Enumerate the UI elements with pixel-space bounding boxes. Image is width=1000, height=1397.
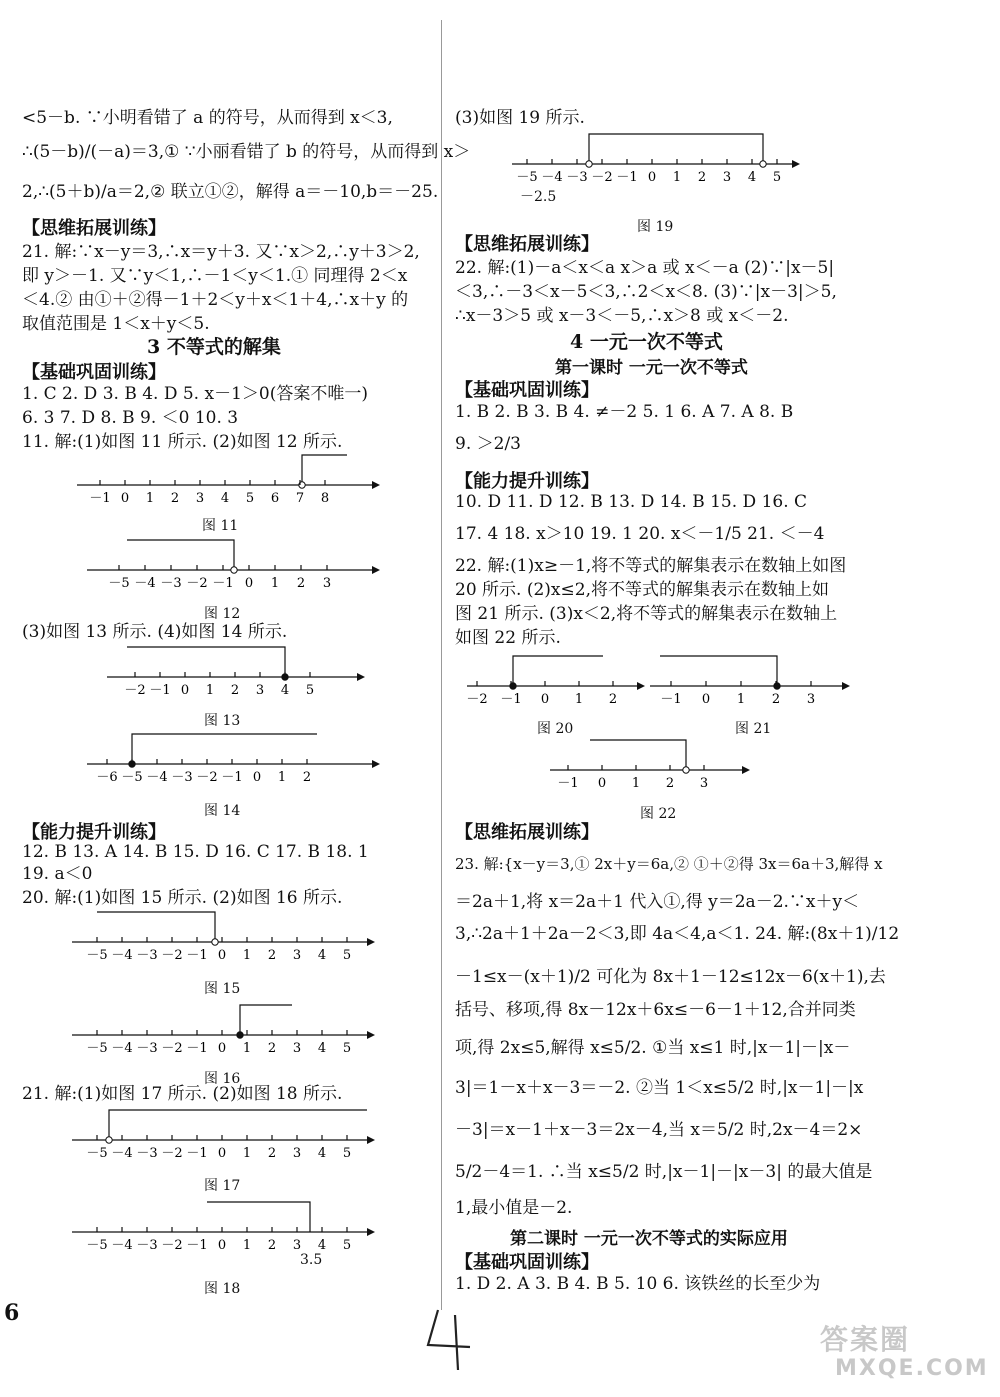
tick-label: 3 [255,683,265,698]
number-line-fig11 [77,455,377,505]
number-line-fig15 [72,910,392,963]
tick-label: 1 [242,1146,252,1161]
answer-line: 1. C 2. D 3. B 4. D 5. x－1＞0(答案不唯一) [22,384,368,404]
tick-label: －4 [541,170,563,185]
figure-caption: 图 11 [202,518,239,534]
text-line: 11. 解:(1)如图 11 所示. (2)如图 12 所示. [22,432,343,452]
tick-label: －2 [161,948,183,963]
text-line: (3)如图 13 所示. (4)如图 14 所示. [22,622,288,642]
text-line: ∴(5－b)/(－a)＝3,① ∵小丽看错了 b 的符号，从而得到 x＞ [22,142,471,162]
number-line-fig14 [87,732,387,785]
figure-caption: 图 21 [735,721,772,737]
tick-label: 1 [574,692,584,707]
tick-label: 4 [317,1041,327,1056]
number-line-fig13 [107,645,387,698]
tick-label: －3 [160,576,182,591]
lesson-title: 第二课时 一元一次不等式的实际应用 [510,1229,788,1249]
text-line: 21. 解:∵x－y＝3,∴x＝y＋3. 又∵x＞2,∴y＋3＞2, [22,242,420,262]
tick-label: －1 [660,692,682,707]
tick-label: 5 [305,683,315,698]
answer-line: 10. D 11. D 12. B 13. D 14. B 15. D 16. C [455,492,808,512]
tick-label: 3.5 [300,1252,323,1268]
tick-label: 2 [296,576,306,591]
tick-label: －1 [186,1146,208,1161]
tick-label: 5 [342,948,352,963]
tick-label: 3 [292,1041,302,1056]
text-line: 2,∴(5＋b)/a＝2,② 联立①②，解得 a＝－10,b＝－25. [22,182,439,202]
section-header: 【能力提升训练】 [455,471,599,492]
tick-label: －1 [616,170,638,185]
tick-label: －1 [186,1238,208,1253]
tick-label: －5 [86,1041,108,1056]
tick-label: 0 [252,770,262,785]
tick-label: 2 [230,683,240,698]
tick-label: －1 [500,692,522,707]
figure-caption: 图 18 [204,1281,241,1297]
tick-label: －1 [89,491,111,506]
tick-label: 2 [665,776,675,791]
figure-caption: 图 17 [204,1178,241,1194]
tick-label: －3 [136,1041,158,1056]
tick-label: －1 [186,948,208,963]
tick-label: 0 [217,948,227,963]
text-line: ＝2a＋1,将 x＝2a＋1 代入①,得 y＝2a－2.∵x＋y＜ [455,892,860,912]
tick-label: 1 [242,1238,252,1253]
watermark-logo: 答案圈 [820,1323,911,1356]
figure-caption: 图 12 [204,606,241,622]
tick-label: 3 [292,948,302,963]
tick-label: 1 [672,170,682,185]
tick-label: 1 [205,683,215,698]
text-line: 21. 解:(1)如图 17 所示. (2)如图 18 所示. [22,1084,343,1104]
tick-label: －4 [111,1238,133,1253]
tick-label: 4 [317,1238,327,1253]
handwritten-mark [420,1305,480,1375]
tick-label: 3 [322,576,332,591]
tick-label: 2 [267,1041,277,1056]
answer-line: 1. B 2. B 3. B 4. ≠－2 5. 1 6. A 7. A 8. B [455,402,794,422]
tick-label: 0 [217,1238,227,1253]
tick-label: 2 [170,491,180,506]
tick-label: 2 [267,1146,277,1161]
number-line-fig12 [87,540,387,590]
figure-caption: 图 20 [537,721,574,737]
answer-line: 12. B 13. A 14. B 15. D 16. C 17. B 18. 1 [22,842,369,862]
tick-label: 3 [292,1238,302,1253]
tick-label: －2 [124,683,146,698]
number-line-fig22 [550,738,760,791]
tick-label: 5 [342,1238,352,1253]
tick-label: －2 [161,1238,183,1253]
tick-label: －6 [96,770,118,785]
tick-label: 1 [145,491,155,506]
lesson-title: 第一课时 一元一次不等式 [555,358,748,378]
section-header: 【基础巩固训练】 [22,362,166,383]
tick-label: －3 [171,770,193,785]
tick-label: 3 [806,692,816,707]
tick-label: －5 [86,1146,108,1161]
tick-label: 2 [267,1238,277,1253]
tick-label: －2 [591,170,613,185]
figure-caption: 图 15 [204,981,241,997]
tick-label: －2 [161,1041,183,1056]
tick-label: －2 [161,1146,183,1161]
text-line: <5－b. ∵小明看错了 a 的符号，从而得到 x＜3, [22,108,393,128]
answer-line: 9. ＞2/3 [455,434,521,454]
text-line: 23. 解:{x－y＝3,① 2x＋y＝6a,② ①＋②得 3x＝6a＋3,解得 x [455,855,883,873]
text-line: 20 所示. (2)x≤2,将不等式的解集表示在数轴上如 [455,580,829,600]
column-divider [441,20,442,1310]
watermark-url: MXQE.COM [835,1356,989,1381]
answer-line: 19. a＜0 [22,864,93,884]
tick-label: 0 [244,576,254,591]
text-line: 22. 解:(1)x≥－1,将不等式的解集表示在数轴上如图 [455,556,847,576]
tick-label: －5 [516,170,538,185]
tick-label: 5 [342,1146,352,1161]
section-header: 【思维拓展训练】 [455,822,599,843]
text-line: 1,最小值是－2. [455,1198,573,1218]
tick-label: －3 [566,170,588,185]
text-line: 项,得 2x≤5,解得 x≤5/2. ①当 x≤1 时,|x－1|－|x－ [455,1038,851,1058]
answer-line: 1. D 2. A 3. B 4. B 5. 10 6. 该铁丝的长至少为 [455,1274,821,1294]
tick-label: 4 [747,170,757,185]
section-header: 【基础巩固训练】 [455,1252,599,1273]
tick-label: －2 [466,692,488,707]
tick-label: －4 [111,1041,133,1056]
section-header: 【能力提升训练】 [22,822,166,843]
tick-label: －1 [212,576,234,591]
tick-label: 1 [277,770,287,785]
tick-label: －2 [186,576,208,591]
figure-caption: 图 13 [204,713,241,729]
tick-label: －4 [134,576,156,591]
tick-label: －5 [108,576,130,591]
tick-label: 2 [608,692,618,707]
figure-caption: 图 22 [640,806,677,822]
tick-label: 1 [631,776,641,791]
tick-label: 4 [280,683,290,698]
tick-label: 0 [701,692,711,707]
tick-label: －2.5 [520,189,557,205]
section-header: 【思维拓展训练】 [455,234,599,255]
tick-label: 3 [292,1146,302,1161]
text-line: (3)如图 19 所示. [455,108,585,128]
tick-label: －1 [221,770,243,785]
section-header: 【思维拓展训练】 [22,218,166,239]
number-line-fig16 [72,1003,392,1056]
tick-label: 1 [242,1041,252,1056]
tick-label: 0 [540,692,550,707]
tick-label: 3 [722,170,732,185]
tick-label: 7 [295,491,305,506]
text-line: 图 21 所示. (3)x＜2,将不等式的解集表示在数轴上 [455,604,838,624]
text-line: 20. 解:(1)如图 15 所示. (2)如图 16 所示. [22,888,343,908]
tick-label: －5 [121,770,143,785]
tick-label: 1 [270,576,280,591]
text-line: ＜3,∴－3＜x－5＜3,∴2＜x＜8. (3)∵|x－3|＞5, [455,282,837,302]
text-line: 即 y＞－1. 又∵y＜1,∴－1＜y＜1.① 同理得 2＜x [22,266,408,286]
text-line: 如图 22 所示. [455,628,561,648]
tick-label: －1 [557,776,579,791]
section-title: 4 一元一次不等式 [570,331,723,353]
answer-line: 6. 3 7. D 8. B 9. ＜0 10. 3 [22,408,239,428]
tick-label: 0 [180,683,190,698]
page-number: 6 [4,1300,20,1326]
number-line-fig21 [650,654,860,707]
tick-label: 5 [342,1041,352,1056]
text-line: ＜4.② 由①＋②得－1＋2＜y＋x＜1＋4,∴x＋y 的 [22,290,409,310]
text-line: －1≤x－(x＋1)/2 可化为 8x＋1－12≤12x－6(x＋1),去 [455,967,886,987]
figure-caption: 图 16 [204,1071,241,1087]
number-line-fig20 [466,654,657,707]
tick-label: －4 [146,770,168,785]
number-line-fig19 [512,132,812,185]
tick-label: 4 [317,1146,327,1161]
tick-label: 3 [699,776,709,791]
figure-caption: 图 19 [637,219,674,235]
tick-label: －4 [111,1146,133,1161]
tick-label: －1 [149,683,171,698]
tick-label: 2 [267,948,277,963]
tick-label: －5 [86,1238,108,1253]
tick-label: －3 [136,1146,158,1161]
tick-label: 4 [220,491,230,506]
answer-line: 17. 4 18. x＞10 19. 1 20. x＜－1/5 21. ＜－4 [455,524,825,544]
text-line: 5/2－4＝1. ∴当 x≤5/2 时,|x－1|－|x－3| 的最大值是 [455,1162,873,1182]
tick-label: －1 [186,1041,208,1056]
text-line: ∴x－3＞5 或 x－3＜－5,∴x＞8 或 x＜－2. [455,306,789,326]
tick-label: －5 [86,948,108,963]
tick-label: 0 [217,1041,227,1056]
text-line: 取值范围是 1＜x＋y＜5. [22,314,210,334]
tick-label: 0 [647,170,657,185]
tick-label: －3 [136,948,158,963]
tick-label: 8 [320,491,330,506]
tick-label: 3 [195,491,205,506]
tick-label: 4 [317,948,327,963]
tick-label: －3 [136,1238,158,1253]
section-title: 3 不等式的解集 [147,336,281,358]
number-line-fig17 [72,1106,392,1161]
number-line-fig18 [72,1200,392,1253]
tick-label: 0 [120,491,130,506]
text-line: 3,∴2a＋1＋2a－2＜3,即 4a＜4,a＜1. 24. 解:(8x＋1)/12 [455,924,900,944]
tick-label: －4 [111,948,133,963]
tick-label: 0 [597,776,607,791]
section-header: 【基础巩固训练】 [455,380,599,401]
text-line: 22. 解:(1)－a＜x＜a x＞a 或 x＜－a (2)∵|x－5| [455,258,835,278]
tick-label: 2 [771,692,781,707]
tick-label: 5 [245,491,255,506]
tick-label: 1 [736,692,746,707]
text-line: －3|＝x－1＋x－3＝2x－4,当 x＝5/2 时,2x－4＝2× [455,1120,863,1140]
figure-caption: 图 14 [204,803,241,819]
tick-label: 2 [302,770,312,785]
tick-label: 1 [242,948,252,963]
text-line: 括号、移项,得 8x－12x＋6x≤－6－1＋12,合并同类 [455,1000,856,1020]
text-line: 3|＝1－x＋x－3＝－2. ②当 1＜x≤5/2 时,|x－1|－|x [455,1078,864,1098]
tick-label: 0 [217,1146,227,1161]
tick-label: 2 [697,170,707,185]
tick-label: 5 [772,170,782,185]
tick-label: 6 [270,491,280,506]
tick-label: －2 [196,770,218,785]
